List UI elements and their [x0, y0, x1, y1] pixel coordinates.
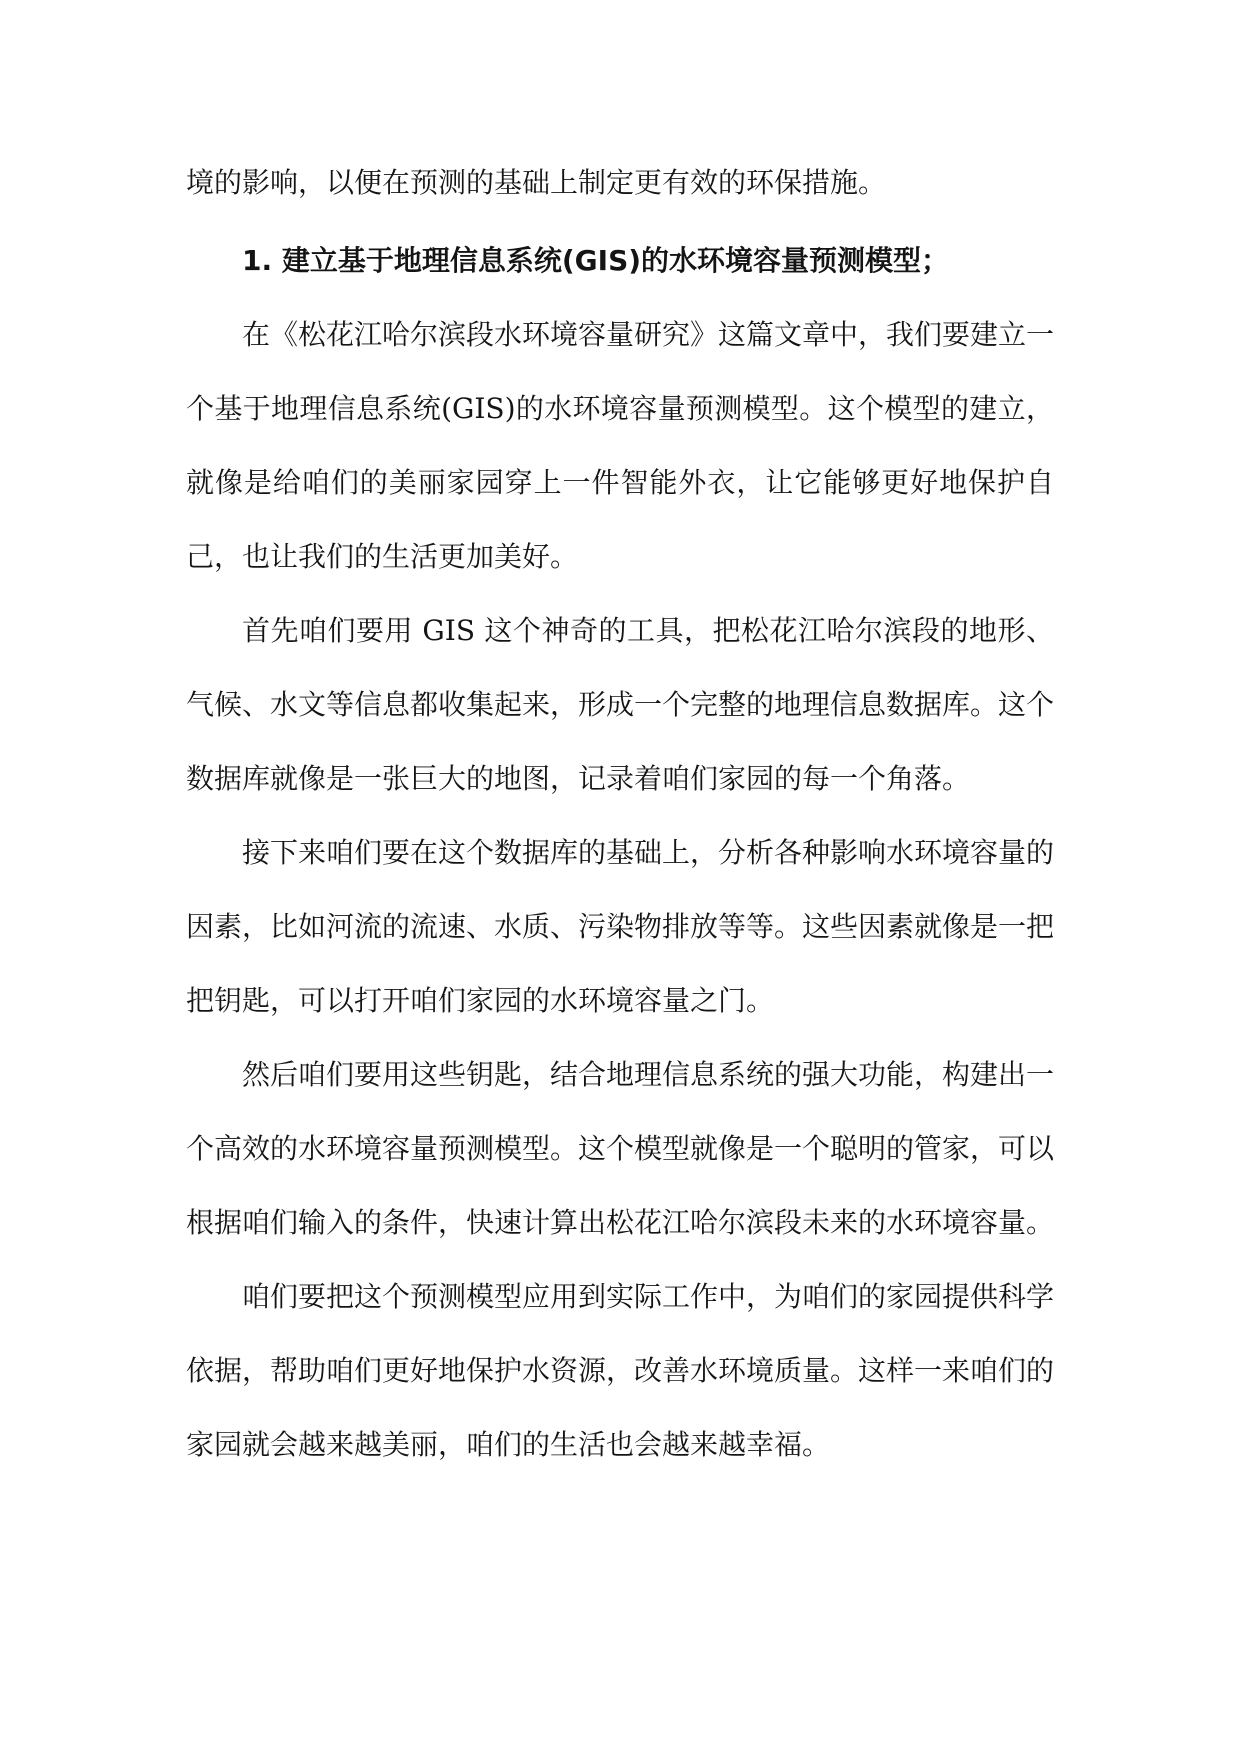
- section-heading: 1. 建立基于地理信息系统(GIS)的水环境容量预测模型；: [242, 244, 950, 277]
- paragraph-intro: 在《松花江哈尔滨段水环境容量研究》这篇文章中，我们要建立一个基于地理信息系统(GIS)的水环境容量预测模型。这个模型的建立，就像是给咱们的美丽家园穿上一件智能外衣，让它能够更好地保护自己，也让我们的生活更加美好。: [186, 318, 1055, 573]
- document-body: [186, 146, 1054, 1482]
- paragraph-application: 咱们要把这个预测模型应用到实际工作中，为咱们的家园提供科学依据，帮助咱们更好地保护水资源，改善水环境质量。这样一来咱们的家园就会越来越美丽，咱们的生活也会越来越幸福。: [186, 1280, 1055, 1461]
- paragraph-gis-database: 首先咱们要用 GIS 这个神奇的工具，把松花江哈尔滨段的地形、气候、水文等信息都收集起来，形成一个完整的地理信息数据库。这个数据库就像是一张巨大的地图，记录着咱们家园的每一个角落。: [186, 614, 1055, 795]
- paragraph-factors: 接下来咱们要在这个数据库的基础上，分析各种影响水环境容量的因素，比如河流的流速、水质、污染物排放等等。这些因素就像是一把把钥匙，可以打开咱们家园的水环境容量之门。: [186, 836, 1055, 1017]
- paragraph-model: 然后咱们要用这些钥匙，结合地理信息系统的强大功能，构建出一个高效的水环境容量预测模型。这个模型就像是一个聪明的管家，可以根据咱们输入的条件，快速计算出松花江哈尔滨段未来的水环境容量。: [186, 1058, 1055, 1239]
- paragraph-continuation: 境的影响，以便在预测的基础上制定更有效的环保措施。: [186, 166, 887, 199]
